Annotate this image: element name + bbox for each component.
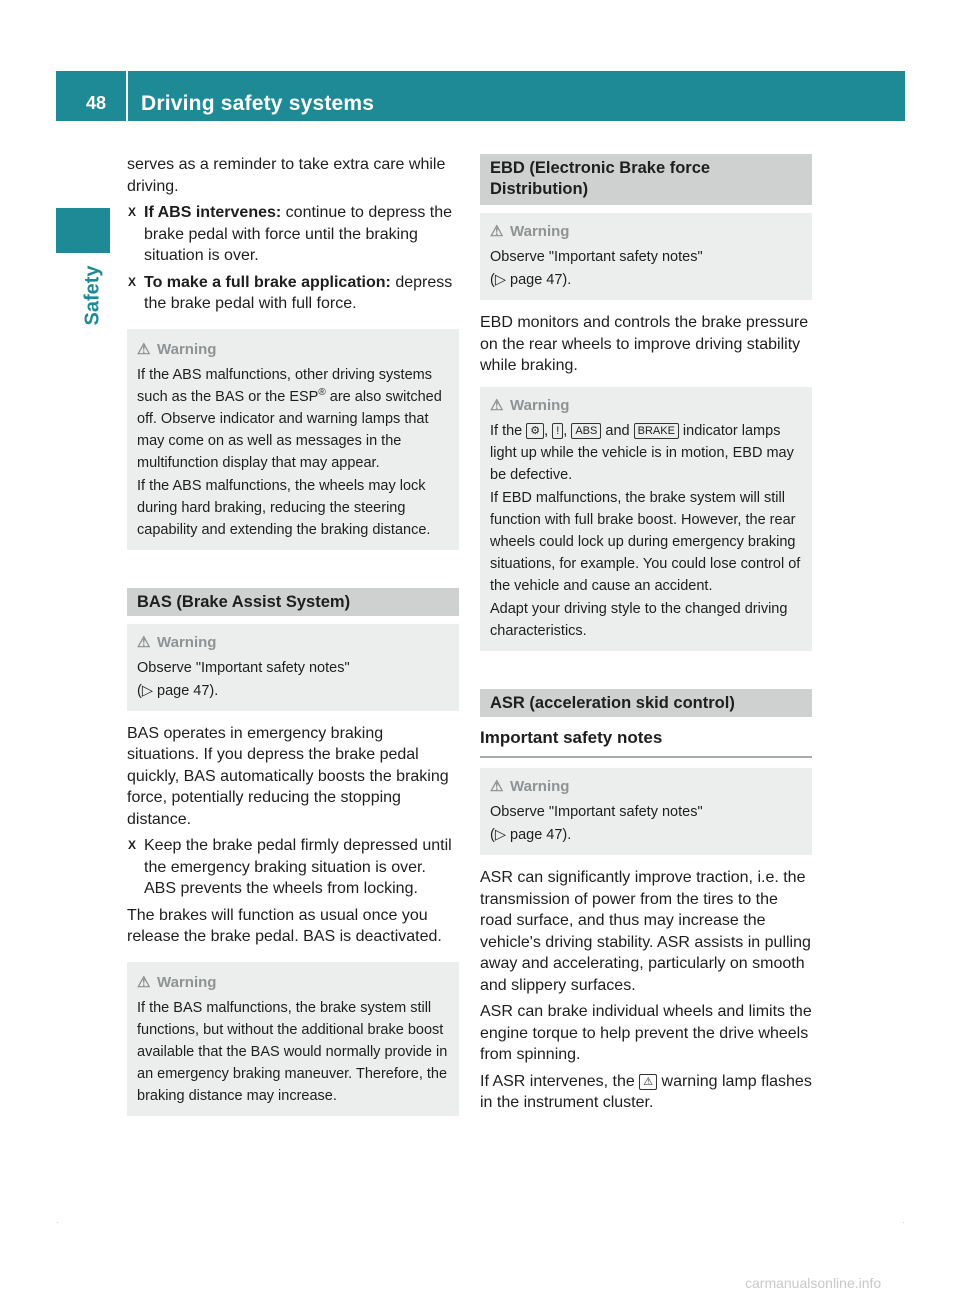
- warning-triangle-icon: ⚠: [137, 633, 151, 651]
- left-column: [127, 154, 459, 1130]
- brake-indicator-icon: BRAKE: [634, 423, 679, 439]
- section-heading-bas: BAS (Brake Assist System): [127, 588, 459, 616]
- warning-text: If EBD malfunctions, the brake system will still function with full brake boost. However, the rear wheels could lock up during emergency braking situations, for example. You could lose control of the vehicle and cause an accident.: [490, 489, 801, 594]
- side-tab-label: Safety: [81, 265, 104, 326]
- esp-warning-lamp-icon: ⚠: [639, 1074, 657, 1090]
- warning-triangle-icon: ⚠: [490, 223, 504, 240]
- page-reference-link[interactable]: (▷ page 47).: [137, 682, 219, 699]
- asr-paragraph: ASR can brake individual wheels and limits the engine torque to help prevent the drive wheels from spinning.: [480, 1003, 812, 1063]
- warning-triangle-icon: ⚠: [490, 778, 504, 795]
- step-full-brake: X To make a full brake application: depress the brake pedal with full force.: [128, 273, 453, 312]
- page-title-bar: [128, 71, 905, 121]
- section-heading-ebd: EBD (Electronic Brake force Distribution): [480, 154, 812, 205]
- warning-box-abs: [127, 329, 459, 550]
- page-reference-link[interactable]: (▷ page 47).: [490, 272, 572, 288]
- step-arrow-icon: X: [128, 274, 137, 289]
- warning-title: Warning: [157, 340, 217, 358]
- warning-title: Warning: [510, 396, 570, 414]
- warning-box-bas-malfunction: [127, 962, 459, 1116]
- ebd-paragraph: EBD monitors and controls the brake pressure on the rear wheels to improve driving stability while braking.: [480, 314, 809, 374]
- warning-text: If the BAS malfunctions, the brake system still functions, but without the additional brake boost available that the BAS would normally provide in an emergency braking maneuver. Therefore, the braking distance may increase.: [137, 999, 448, 1104]
- side-tab: [74, 258, 114, 338]
- step-arrow-icon: X: [128, 838, 137, 852]
- warning-title: Warning: [157, 973, 217, 991]
- warning-title: Warning: [510, 778, 570, 795]
- crop-mark: ·: [902, 1218, 905, 1227]
- bas-paragraph: BAS operates in emergency braking situations. If you depress the brake pedal quickly, BAS automatically boosts the braking force, potentially reducing the stopping distance.: [127, 724, 449, 828]
- page-title: Driving safety systems: [141, 92, 375, 115]
- intro-text: serves as a reminder to take extra care while driving.: [127, 156, 446, 195]
- warning-text: Observe "Important safety notes": [490, 249, 703, 265]
- warning-triangle-icon: ⚠: [137, 340, 151, 358]
- section-heading-asr: ASR (acceleration skid control): [480, 689, 812, 717]
- brake-warning-icon: !: [552, 423, 563, 439]
- warning-title: Warning: [510, 223, 570, 240]
- warning-text: Adapt your driving style to the changed driving characteristics.: [490, 600, 788, 639]
- warning-text: If the ABS malfunctions, other driving systems such as the BAS or the ESP® are also switched off. Observe indicator and warning lamps that may come on as well as messages in the multifunction display that may appear.: [137, 366, 442, 471]
- asr-paragraph: ASR can significantly improve traction, i.e. the transmission of power from the tires to the road surface, and thus may increase the vehicle's driving stability. ASR assists in pulling away and accelerating, particularly on smooth and slippery surfaces.: [480, 869, 811, 994]
- warning-triangle-icon: ⚠: [490, 396, 504, 414]
- watermark: carmanualsonline.info: [745, 1275, 882, 1291]
- side-tab-block: [56, 208, 110, 253]
- warning-box-bas: [127, 624, 459, 711]
- warning-box-ebd: [480, 213, 812, 300]
- warning-box-ebd-defective: [480, 387, 812, 651]
- warning-title: Warning: [157, 633, 217, 651]
- bas-paragraph: The brakes will function as usual once you release the brake pedal. BAS is deactivated.: [127, 906, 442, 945]
- page-number: 48: [86, 93, 107, 113]
- warning-text: If the ABS malfunctions, the wheels may lock during hard braking, reducing the steering capability and extending the braking distance.: [137, 477, 431, 538]
- page-reference-link[interactable]: (▷ page 47).: [490, 827, 572, 843]
- seatbelt-indicator-icon: ⚙: [526, 423, 544, 439]
- warning-box-asr: [480, 768, 812, 855]
- warning-triangle-icon: ⚠: [137, 973, 151, 991]
- asr-paragraph: If ASR intervenes, the ⚠ warning lamp flashes in the instrument cluster.: [480, 1072, 812, 1111]
- abs-indicator-icon: ABS: [571, 423, 601, 439]
- step-abs-intervenes: X If ABS intervenes: continue to depress the brake pedal with force until the braking situation is over.: [128, 204, 452, 264]
- subheading-safety-notes: Important safety notes: [480, 719, 812, 759]
- page-number-block: [56, 71, 126, 121]
- warning-text: If the ⚙ , ! , ABS and BRAKE indicator lamps light up while the vehicle is in motion, EBD may be defective.: [490, 422, 794, 483]
- warning-text: Observe "Important safety notes": [137, 659, 350, 676]
- warning-text: Observe "Important safety notes": [490, 804, 703, 820]
- step-arrow-icon: X: [128, 205, 137, 219]
- crop-mark: ·: [56, 1218, 59, 1227]
- right-column: [480, 154, 812, 1119]
- step-keep-pedal: X Keep the brake pedal firmly depressed until the emergency braking situation is over. ABS prevents the wheels from locking.: [128, 837, 452, 897]
